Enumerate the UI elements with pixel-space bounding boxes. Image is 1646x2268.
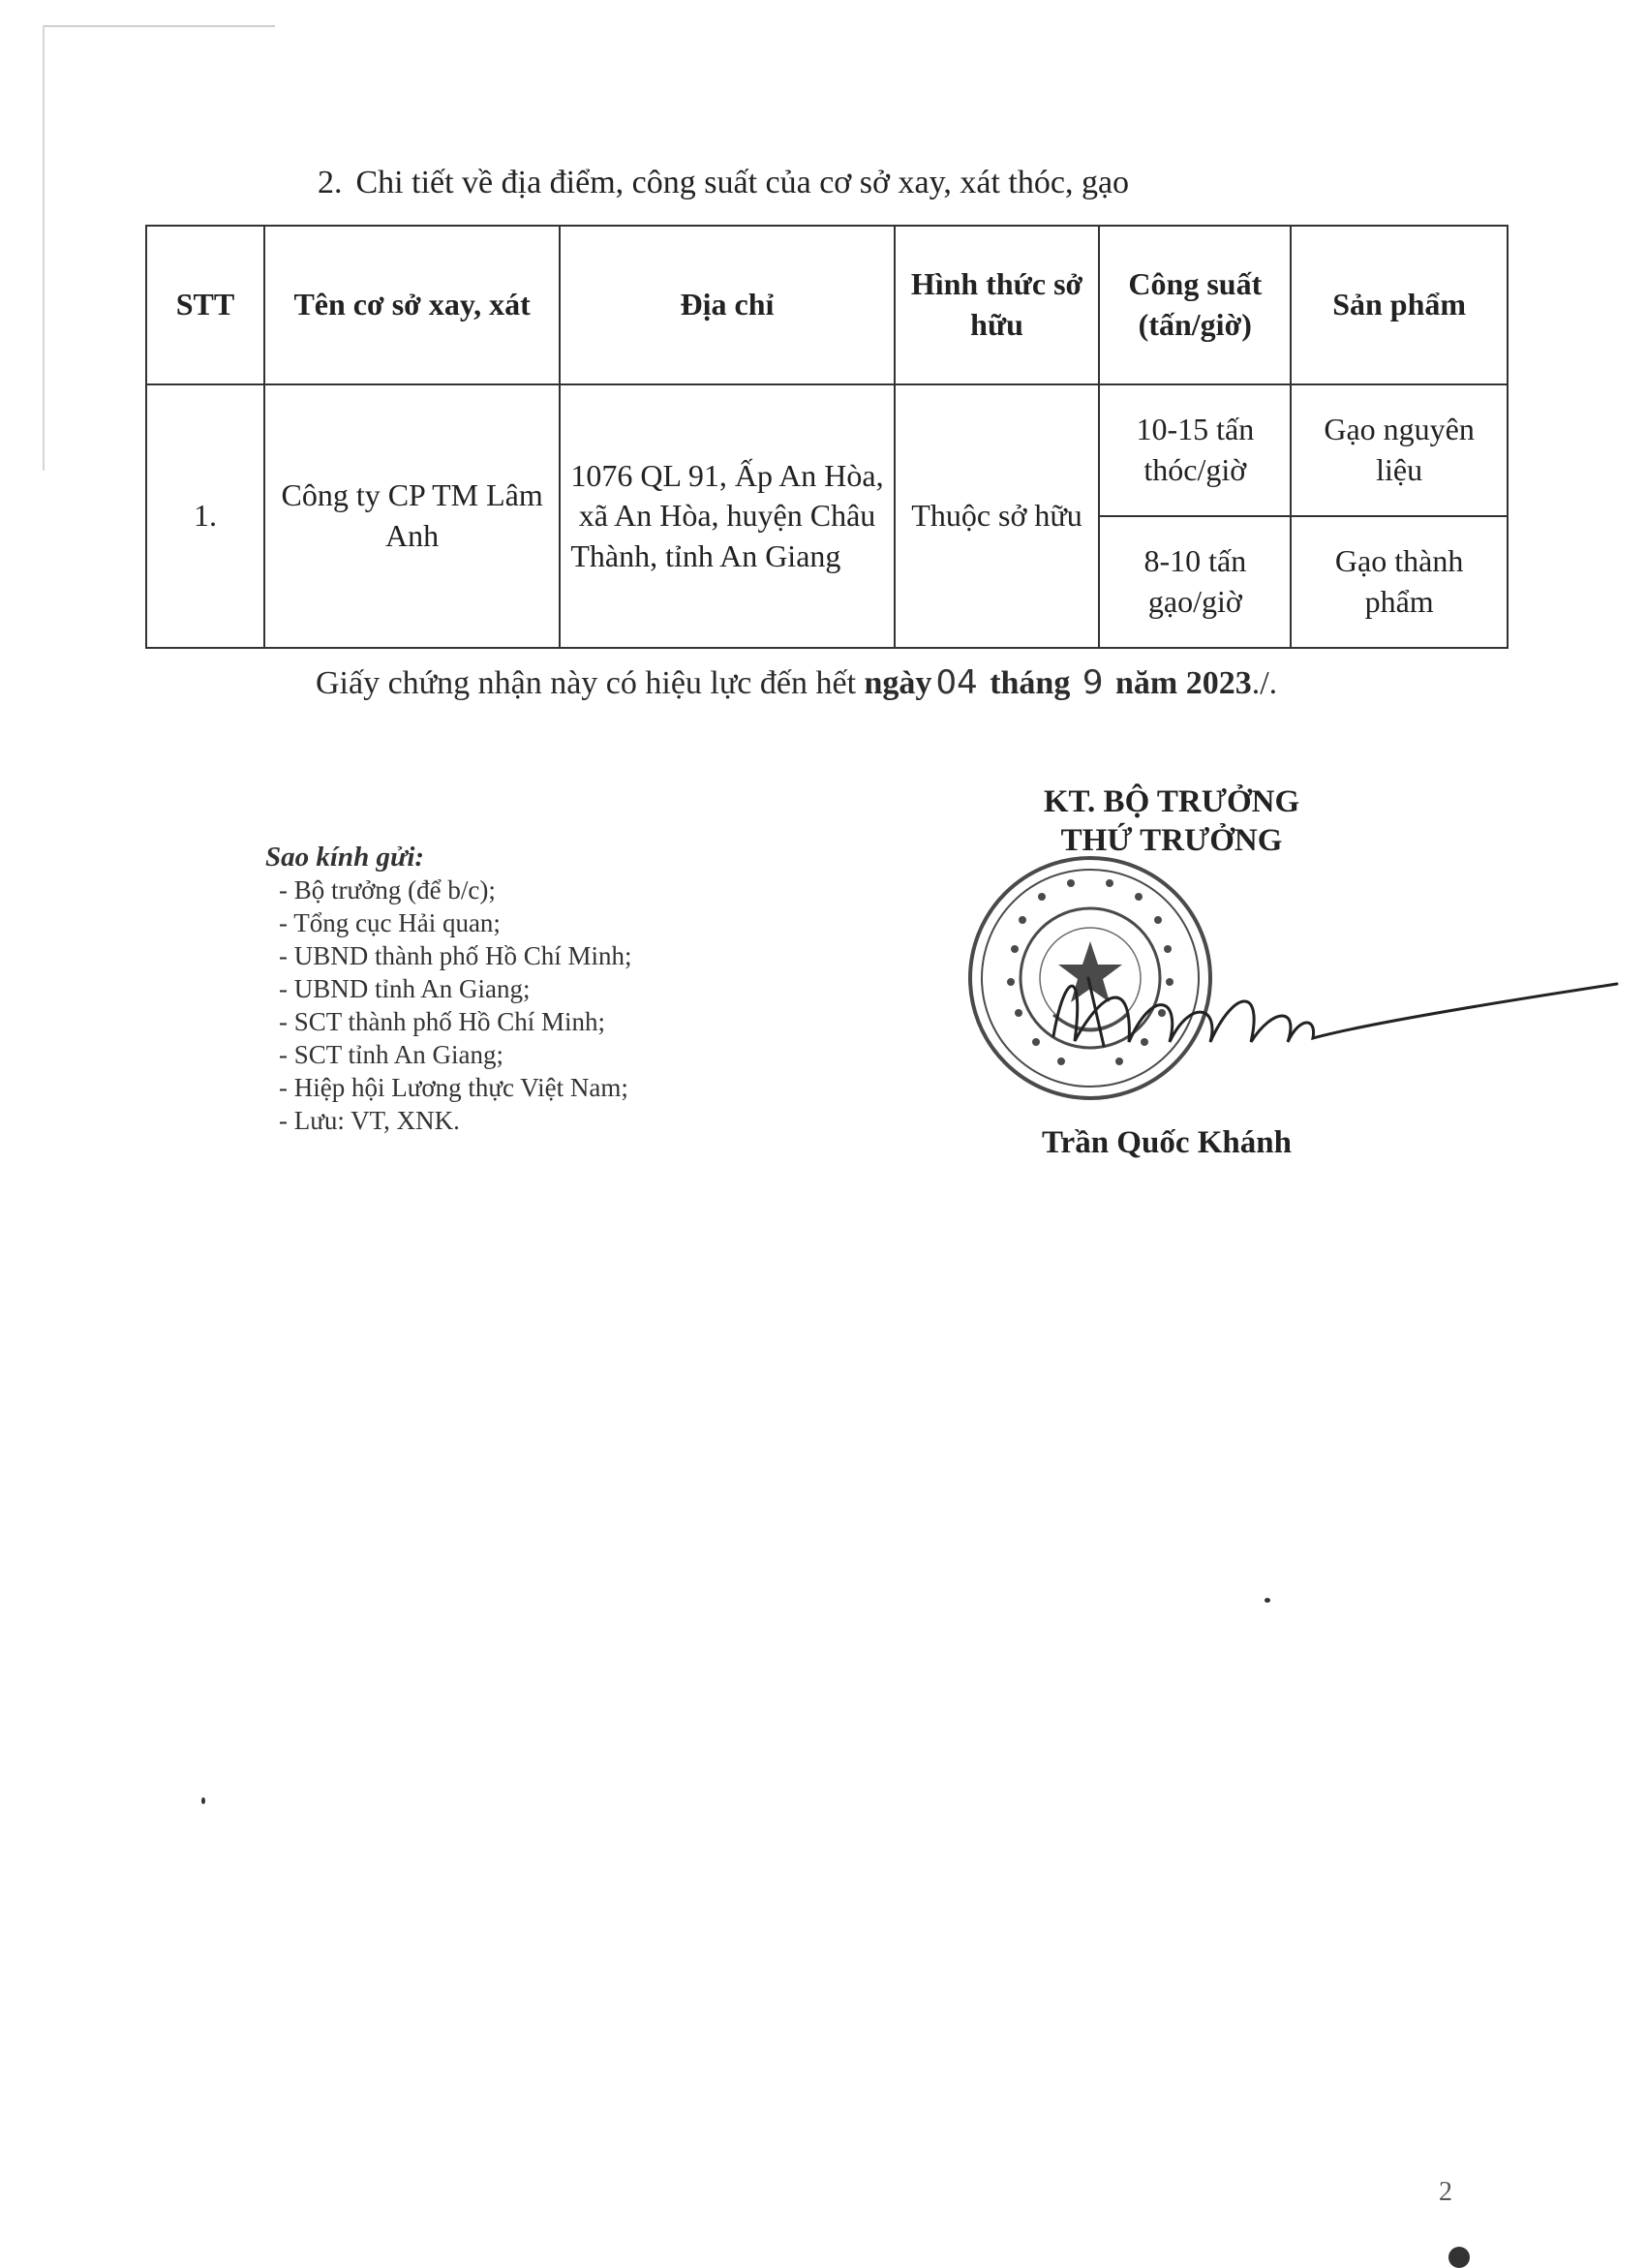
section-title-text: Chi tiết về địa điểm, công suất của cơ sở xay, xát thóc, gạo xyxy=(355,165,1130,200)
list-item: - Tổng cục Hải quan; xyxy=(279,908,501,937)
validity-day-label: ngày xyxy=(864,665,932,701)
scan-edge-top xyxy=(43,25,275,27)
validity-day-handwritten: 04 xyxy=(935,663,978,702)
scan-edge-left xyxy=(43,25,45,471)
list-item: - SCT thành phố Hồ Chí Minh; xyxy=(279,1007,606,1036)
page-number: 2 xyxy=(1439,2177,1452,2207)
signature-title-line2: THỨ TRƯỞNG xyxy=(1060,823,1283,858)
validity-end: ./. xyxy=(1251,665,1278,701)
scan-speck xyxy=(1448,2247,1470,2268)
recipients-list xyxy=(265,873,632,1137)
handwritten-signature xyxy=(1046,949,1627,1065)
validity-month-label: tháng xyxy=(990,665,1071,701)
cell-capacity-paddy: 10-15 tấn thóc/giờ xyxy=(1099,384,1291,516)
list-item: - UBND thành phố Hồ Chí Minh; xyxy=(279,941,632,970)
signature-title-block xyxy=(988,782,1356,860)
cell-product-raw: Gạo nguyên liệu xyxy=(1291,384,1508,516)
validity-statement xyxy=(316,663,1277,702)
validity-year: năm 2023 xyxy=(1114,665,1252,701)
scan-speck xyxy=(201,1797,205,1804)
list-item: - UBND tỉnh An Giang; xyxy=(279,974,531,1003)
section-number: 2. xyxy=(318,165,343,200)
list-item: - Bộ trưởng (để b/c); xyxy=(279,875,496,904)
header-stt: STT xyxy=(146,226,264,384)
signature-title-line1: KT. BỘ TRƯỞNG xyxy=(1043,784,1300,819)
scan-speck xyxy=(1265,1598,1270,1603)
facility-table xyxy=(145,225,1509,649)
cell-stt: 1. xyxy=(146,384,264,648)
table-header-row xyxy=(146,226,1508,384)
list-item: - Hiệp hội Lương thực Việt Nam; xyxy=(279,1073,628,1102)
cell-ownership: Thuộc sở hữu xyxy=(895,384,1100,648)
signer-name: Trần Quốc Khánh xyxy=(1042,1125,1292,1160)
cell-capacity-rice: 8-10 tấn gạo/giờ xyxy=(1099,516,1291,648)
header-address: Địa chỉ xyxy=(560,226,894,384)
validity-month-handwritten: 9 xyxy=(1082,663,1104,702)
section-title xyxy=(318,165,1129,201)
cell-product-finished: Gạo thành phẩm xyxy=(1291,516,1508,648)
recipients-heading: Sao kính gửi: xyxy=(265,842,425,873)
cell-address: 1076 QL 91, Ấp An Hòa, xã An Hòa, huyện Châu Thành, tỉnh An Giang xyxy=(560,384,894,648)
header-product: Sản phẩm xyxy=(1291,226,1508,384)
list-item: - Lưu: VT, XNK. xyxy=(279,1106,460,1135)
recipients-block xyxy=(265,841,632,1137)
header-capacity: Công suất (tấn/giờ) xyxy=(1099,226,1291,384)
header-name: Tên cơ sở xay, xát xyxy=(264,226,560,384)
validity-text: Giấy chứng nhận này có hiệu lực đến hết xyxy=(316,665,857,701)
header-ownership: Hình thức sở hữu xyxy=(895,226,1100,384)
list-item: - SCT tỉnh An Giang; xyxy=(279,1040,504,1069)
table-row xyxy=(146,384,1508,516)
cell-name: Công ty CP TM Lâm Anh xyxy=(264,384,560,648)
